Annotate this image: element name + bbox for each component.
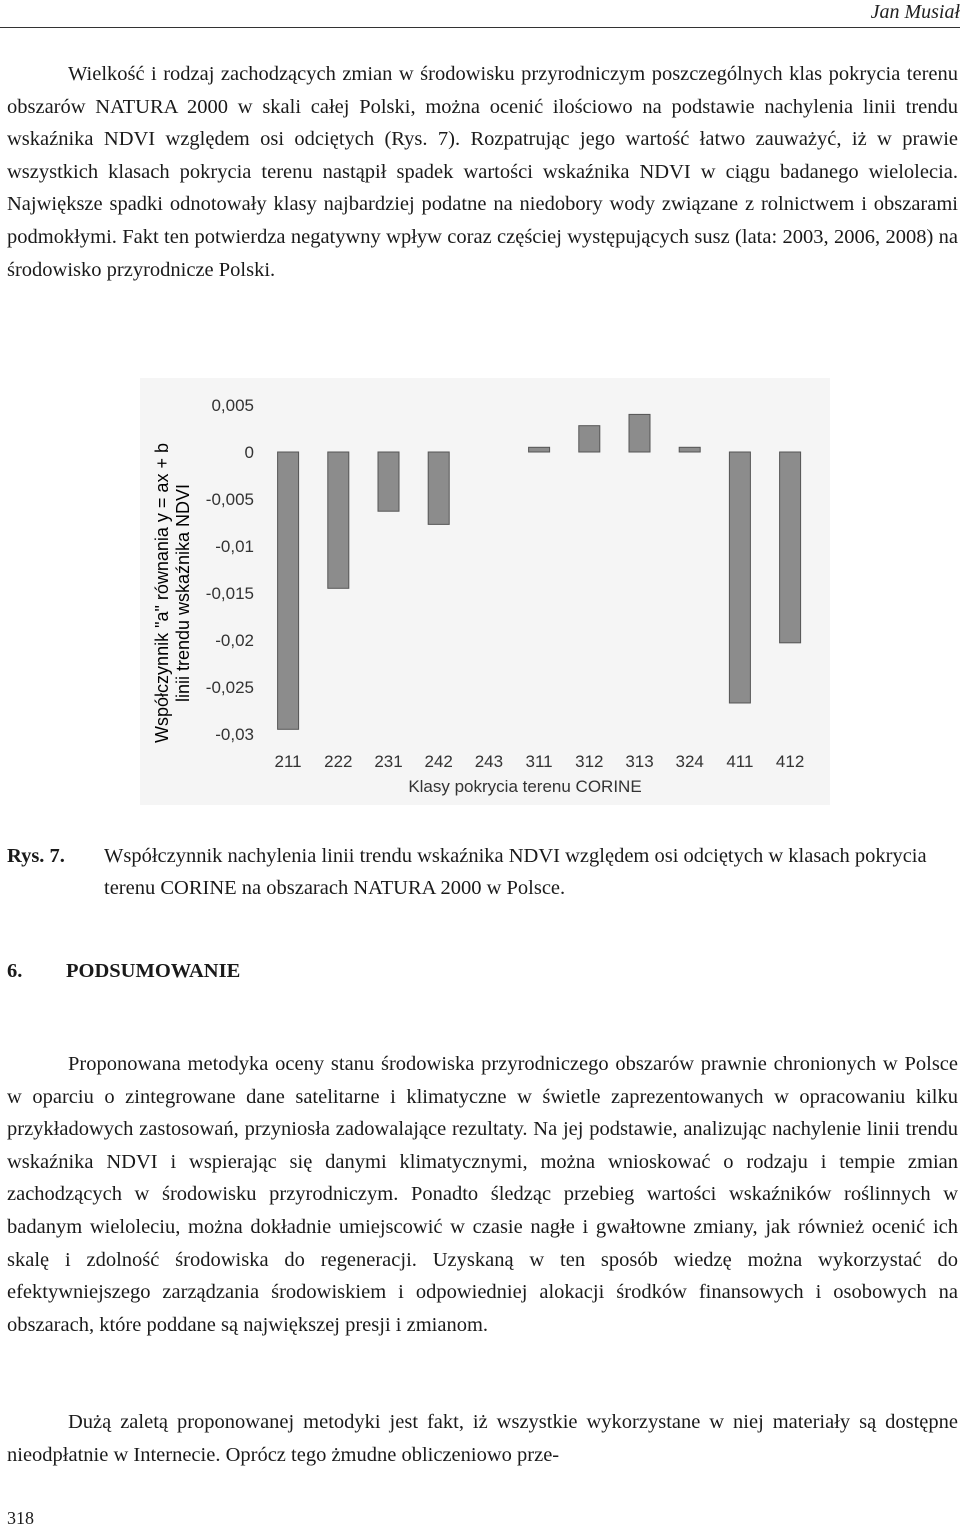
x-tick-label: 243 xyxy=(474,752,504,771)
running-head-author: Jan Musiał xyxy=(870,1,960,23)
bar-324 xyxy=(679,447,700,452)
figure-chart xyxy=(140,378,830,805)
x-tick-label: 242 xyxy=(424,752,453,771)
x-tick-label: 312 xyxy=(575,752,604,771)
x-tick-label: 311 xyxy=(525,752,553,771)
x-tick-label: 411 xyxy=(726,752,754,771)
paragraph-summary: Proponowana metodyka oceny stanu środowiska przyrodniczego obszarów prawnie chronionych w Polsce w oparciu o zintegrowane dane satelitarne i klimatyczne w świetle zaprezentowanych w opracowaniu kilku przykładowych zastosowań, przyniosła zadowalające rezultaty. Na jej podstawie, analizując nachylenie linii trendu wskaźnika NDVI i wspierając się danymi klimatycznymi, można wnioskować o rodzaju i tempie zmian zachodzących w środowisku przyrodniczym. Ponadto śledząc przebieg wartości wskaźników roślinnych w badanym wieloleciu, można dokładnie umiejscowić w czasie nagłe i gwałtowne zmiany, jak również ocenić ich skalę i zdolność środowiska do regeneracji. Uzyskaną w ten sposób wiedzę można wykorzystać do efektywniejszego zarządzania środowiskiem i odpowiedniej alokacji środków finansowych i osobowych na obszarach, które poddane są największej presji i zmianom. xyxy=(7,1053,958,1336)
x-tick-label: 412 xyxy=(775,752,805,771)
y-tick-label: -0,01 xyxy=(215,537,254,556)
y-axis-label-line1: Współczynnik "a" równania y = ax + b xyxy=(152,443,172,743)
section-title: PODSUMOWANIE xyxy=(66,960,241,982)
figure-caption xyxy=(7,840,958,904)
section-number: 6. xyxy=(7,960,23,982)
x-tick-label: 222 xyxy=(324,752,353,771)
x-tick-label: 211 xyxy=(274,752,302,771)
y-tick-label: -0,015 xyxy=(205,584,254,603)
x-tick-label: 231 xyxy=(374,752,403,771)
header-rule xyxy=(0,27,960,28)
y-tick-label: 0,005 xyxy=(211,396,254,415)
bar-311 xyxy=(529,447,550,452)
y-tick-label: -0,02 xyxy=(215,631,254,650)
x-tick-label: 313 xyxy=(625,752,654,771)
y-axis-label-group xyxy=(152,443,193,743)
y-tick-label: -0,025 xyxy=(205,678,254,697)
page-number: 318 xyxy=(7,1508,34,1528)
section-heading xyxy=(7,955,240,987)
bar-312 xyxy=(579,426,600,452)
x-axis-label: Klasy pokrycia terenu CORINE xyxy=(408,777,642,796)
y-axis-label-line2: linii trendu wskaźnika NDVI xyxy=(173,483,193,703)
bar-chart xyxy=(140,378,830,805)
y-tick-label: -0,005 xyxy=(205,490,254,509)
bar-222 xyxy=(328,452,349,588)
paragraph-advantage: Dużą zaletą proponowanej metodyki jest fakt, iż wszystkie wykorzystane w niej materiały są dostępne nieodpłatnie w Internecie. Oprócz tego żmudne obliczeniowo prze- xyxy=(7,1411,958,1466)
bar-313 xyxy=(629,414,650,452)
bar-411 xyxy=(729,452,750,703)
x-tick-label: 324 xyxy=(675,752,704,771)
bar-242 xyxy=(428,452,449,524)
y-tick-label: 0 xyxy=(244,443,254,462)
bar-231 xyxy=(378,452,399,511)
caption-label: Rys. 7. xyxy=(7,845,65,867)
bar-412 xyxy=(780,452,801,643)
y-tick-label: -0,03 xyxy=(215,725,254,744)
paragraph-intro: Wielkość i rodzaj zachodzących zmian w środowisku przyrodniczym poszczególnych klas pokrycia terenu obszarów NATURA 2000 w skali całej Polski, można ocenić ilościowo na podstawie nachylenia linii trendu wskaźnika NDVI względem osi odciętych (Rys. 7). Rozpatrując jego wartość łatwo zauważyć, iż w prawie wszystkich klasach pokrycia terenu nastąpił spadek wartości wskaźnika NDVI w ciągu badanego wielolecia. Największe spadki odnotowały klasy najbardziej podatne na niedobory wody związane z rolnictwem i obszarami podmokłymi. Fakt ten potwierdza negatywny wpływ coraz częściej występujących susz (lata: 2003, 2006, 2008) na środowisko przyrodnicze Polski. xyxy=(7,63,958,281)
caption-text: Współczynnik nachylenia linii trendu wskaźnika NDVI względem osi odciętych w klasach pokrycia terenu CORINE na obszarach NATURA 2000 w Polsce. xyxy=(104,845,927,899)
bar-211 xyxy=(278,452,299,729)
